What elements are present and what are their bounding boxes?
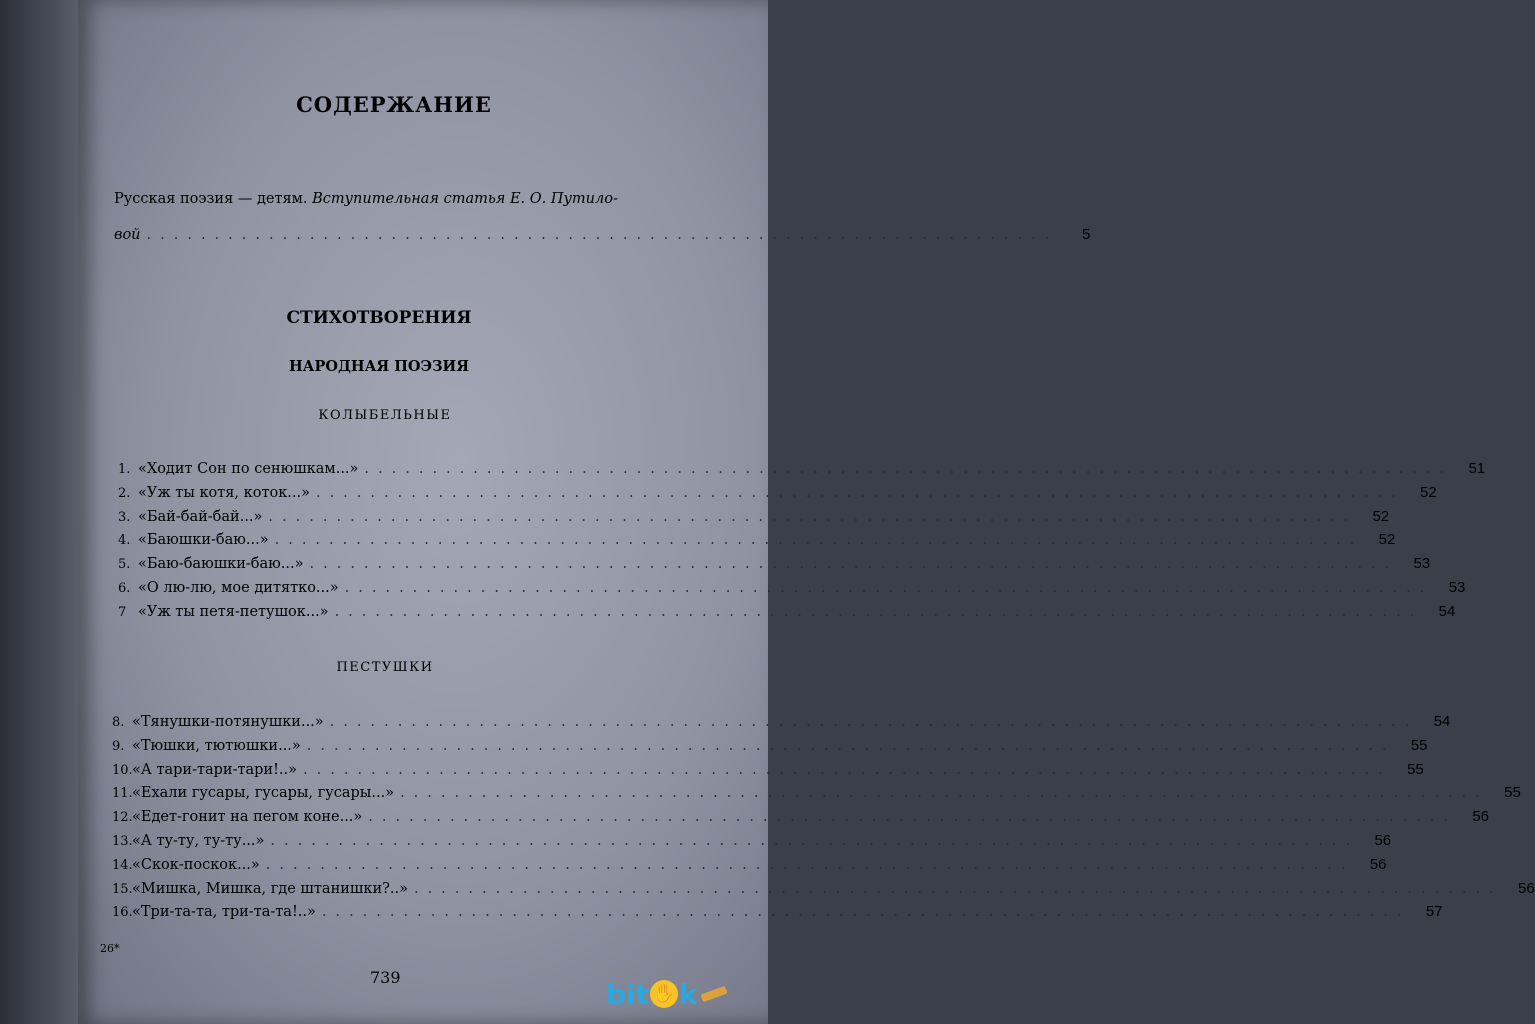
group-heading-pestushki: ПЕСТУШКИ <box>336 660 434 675</box>
toc-entry[interactable] <box>112 879 1535 904</box>
entry-number: 12. <box>112 810 133 826</box>
entry-title: «Тянушки-потянушки...» <box>132 714 324 730</box>
leader-dots: ................................................................................ <box>268 508 1358 525</box>
intro-lead: Русская поэзия — детям. <box>114 191 308 207</box>
entry-page: 53 <box>1448 578 1466 596</box>
entry-number: 16. <box>112 905 133 921</box>
leader-dots: ................................................................... <box>146 227 1059 243</box>
entry-title: «Ехали гусары, гусары, гусары...» <box>132 785 395 802</box>
entry-number: 15. <box>112 881 133 897</box>
leader-dots: ................................................................................ <box>306 737 1396 754</box>
entry-page: 56 <box>1369 855 1387 873</box>
watermark-logo: bit ✋ k <box>606 974 762 1014</box>
toc-entry[interactable] <box>118 531 1396 555</box>
entry-title: «Едет-гонит на пегом коне...» <box>132 809 363 826</box>
leader-dots: ................................................................................ <box>265 856 1355 873</box>
toc-entry[interactable] <box>118 483 1437 508</box>
entry-number: 14. <box>112 857 133 873</box>
entry-page: 51 <box>1468 460 1486 477</box>
entry-number: 3. <box>118 509 131 525</box>
entry-page: 55 <box>1410 736 1428 754</box>
entry-page: 52 <box>1372 507 1390 525</box>
entry-title: «О лю-лю, мое дитятко...» <box>138 579 339 596</box>
entry-title: «Уж ты котя, коток...» <box>138 484 310 501</box>
entry-title: «Баю-баюшки-баю...» <box>138 556 304 573</box>
intro-entry[interactable] <box>114 188 674 210</box>
intro-page: 5 <box>1081 226 1091 243</box>
leader-dots: ................................................................................ <box>364 461 1454 477</box>
section-heading: СТИХОТВОРЕНИЯ <box>286 308 472 328</box>
entry-page: 55 <box>1504 784 1521 802</box>
entry-title: «Бай-бай-бай...» <box>138 508 263 525</box>
toc-entry[interactable] <box>112 808 1490 832</box>
entry-title: «Уж ты петя-петушок...» <box>138 603 329 620</box>
toc-entry[interactable] <box>112 736 1428 761</box>
entry-number: 10. <box>112 762 133 778</box>
entry-title: «А тари-тари-тари!..» <box>132 761 298 778</box>
entry-title: «Тюшки, тютюшки...» <box>132 737 301 754</box>
toc-entry[interactable] <box>112 903 1443 927</box>
entry-number: 8. <box>112 715 125 730</box>
toc-entry[interactable] <box>112 760 1424 785</box>
toc-entry[interactable] <box>112 855 1387 880</box>
entry-page: 56 <box>1374 831 1392 849</box>
page-title: СОДЕРЖАНИЕ <box>296 92 492 117</box>
entry-number: 6. <box>118 580 131 596</box>
toc-entry[interactable] <box>112 784 1521 808</box>
entry-number: 5. <box>118 557 131 573</box>
hammer-icon <box>700 986 727 1002</box>
leader-dots: ................................................................................ <box>309 556 1399 573</box>
leader-dots: ................................................................................ <box>274 532 1364 549</box>
entry-page: 54 <box>1433 713 1451 730</box>
leader-dots: ................................................................................ <box>400 785 1489 802</box>
leader-dots: ................................................................................ <box>321 904 1411 921</box>
intro-rest: Вступительная статья Е. О. Путило- <box>312 191 618 207</box>
entry-title: «Три-та-та, три-та-та!..» <box>132 904 316 921</box>
toc-entry[interactable] <box>118 507 1390 532</box>
intro-line2-text: вой <box>114 227 141 243</box>
entry-title: «Ходит Сон по сенюшкам...» <box>138 461 359 477</box>
entry-page: 55 <box>1407 760 1424 778</box>
leader-dots: ................................................................................ <box>270 832 1360 849</box>
entry-title: «Скок-поскок...» <box>132 856 260 873</box>
entry-number: 9. <box>112 738 125 754</box>
entry-title: «А ту-ту, ту-ту...» <box>132 832 265 849</box>
leader-dots: ................................................................................ <box>344 579 1434 596</box>
leader-dots: ................................................................................ <box>329 714 1419 730</box>
entry-page: 56 <box>1472 808 1490 826</box>
leader-dots: ................................................................................ <box>303 761 1392 778</box>
intro-entry-line2 <box>114 226 1091 250</box>
toc-list-pestushki <box>112 713 1535 927</box>
page-number: 739 <box>370 968 401 987</box>
entry-number: 4. <box>118 533 131 549</box>
toc-entry[interactable] <box>118 555 1431 579</box>
entry-page: 56 <box>1518 879 1535 897</box>
entry-number: 2. <box>118 485 131 501</box>
toc-entry[interactable] <box>118 578 1466 603</box>
leader-dots: ................................................................................ <box>315 484 1405 501</box>
entry-page: 57 <box>1425 903 1443 921</box>
group-heading-lullabies: КОЛЫБЕЛЬНЫЕ <box>318 408 452 423</box>
entry-page: 52 <box>1420 483 1437 501</box>
toc-entry[interactable] <box>118 460 1486 484</box>
entry-number: 7 <box>118 604 127 620</box>
leader-dots: ................................................................................ <box>413 880 1503 897</box>
leader-dots: ................................................................................ <box>334 603 1424 620</box>
entry-page: 54 <box>1438 602 1456 620</box>
subsection-heading: НАРОДНАЯ ПОЭЗИЯ <box>288 358 470 375</box>
book-spine-shadow <box>0 0 78 1024</box>
leader-dots: ................................................................................ <box>368 809 1458 826</box>
toc-entry[interactable] <box>118 602 1456 627</box>
signature-mark: 26* <box>100 942 120 955</box>
entry-page: 52 <box>1378 531 1396 549</box>
entry-title: «Мишка, Мишка, где штанишки?..» <box>132 880 408 897</box>
entry-title: «Баюшки-баю...» <box>138 532 269 549</box>
entry-number: 1. <box>118 462 131 477</box>
toc-list-lullabies <box>118 460 1486 627</box>
entry-number: 11. <box>112 786 133 802</box>
entry-number: 13. <box>112 833 133 849</box>
toc-entry[interactable] <box>112 831 1392 856</box>
entry-page: 53 <box>1413 555 1431 573</box>
toc-entry[interactable] <box>112 713 1451 737</box>
